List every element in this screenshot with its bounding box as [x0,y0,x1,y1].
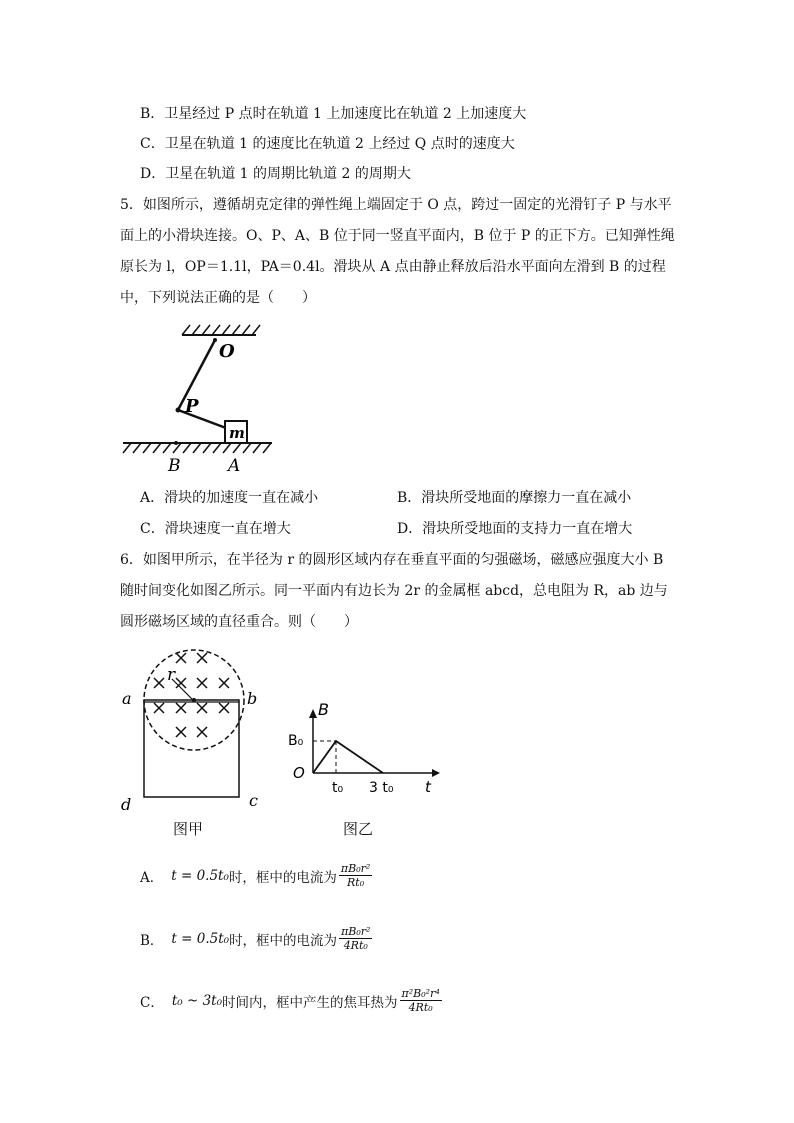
caption-fig-b: 图乙 [343,820,374,838]
fraction-denominator: 4Rt₀ [408,1001,433,1014]
label-r: r [167,665,176,685]
label-b: B [168,456,181,476]
q6-option-b-text: 时，框中的电流为 [229,932,338,949]
q6-option-b-prefix: B． [140,932,164,949]
label-m: m [229,424,245,442]
fraction-denominator: 4Rt₀ [343,939,368,952]
tick-3t0: 3 t₀ [369,780,394,796]
q6-option-b-cond: t = 0.5t₀ [171,930,230,947]
label-b-corner: b [247,689,258,708]
q4-option-d: D．卫星在轨道 1 的周期比轨道 2 的周期大 [140,166,411,182]
label-a-corner: a [122,689,132,708]
q5-option-b: B．滑块所受地面的摩擦力一直在减小 [397,490,632,506]
tick-b0: B₀ [288,733,304,749]
fraction-numerator: πB₀r² [340,862,371,875]
q6-option-c [140,987,442,1014]
q6-option-a-cond: t = 0.5t₀ [171,867,229,884]
q4-option-c: C．卫星在轨道 1 的速度比在轨道 2 上经过 Q 点时的速度大 [140,136,515,152]
q6-option-c-fraction [400,987,442,1014]
q6-option-a-fraction [339,862,372,889]
q6-option-a [140,862,372,889]
label-o: O [219,341,235,362]
caption-fig-a: 图甲 [173,820,204,838]
q6-option-b-fraction [339,925,372,952]
q5-option-a: A．滑块的加速度一直在减小 [140,490,319,506]
q6-option-a-text: 时，框中的电流为 [228,869,337,886]
origin-label: O [293,764,305,782]
q6-stem: 6．如图甲所示，在半径为 r 的圆形区域内存在垂直平面的匀强磁场，磁感应强度大小 B 随时间变化如图乙所示。同一平面内有边长为 2r 的金属框 abcd，总电阻为 R，ab 边与圆形磁场区域的直径重合。则（ ） [120,552,668,630]
tick-t0: t₀ [332,780,344,796]
q6-option-c-prefix: C． [140,994,164,1011]
axis-label-b: B [318,700,329,719]
label-a: A [228,456,241,476]
q6-option-c-text: 时间内，框中产生的焦耳热为 [222,994,398,1011]
fraction-denominator: Rt₀ [347,876,365,889]
fraction-numerator: π²B₀²r⁴ [401,987,440,1000]
q6-option-c-cond: t₀ ~ 3t₀ [171,992,223,1009]
q5-option-c: C．滑块速度一直在增大 [140,521,291,537]
q5-option-d: D．滑块所受地面的支持力一直在增大 [397,521,633,537]
fraction-numerator: πB₀r² [341,925,371,938]
axis-label-t: t [425,778,431,796]
label-p: P [185,396,199,417]
q4-option-b: B．卫星经过 P 点时在轨道 1 上加速度比在轨道 2 上加速度大 [140,106,527,122]
label-c-corner: c [249,791,258,810]
b-curve [313,741,383,773]
q6-option-b [140,925,372,952]
label-d-corner: d [121,795,132,814]
q5-stem: 5．如图所示，遵循胡克定律的弹性绳上端固定于 O 点，跨过一固定的光滑钉子 P 与水平面上的小滑块连接。O、P、A、B 位于同一竖直平面内，B 位于 P 的正下方。已知弹性绳原长为 l，OP＝1.1l，PA＝0.4l。滑块从 A 点由静止释放后沿水平面向左滑到 B 的过程中，下列说法正确的是（ ） [120,197,675,306]
q6-option-a-prefix: A． [140,869,164,886]
